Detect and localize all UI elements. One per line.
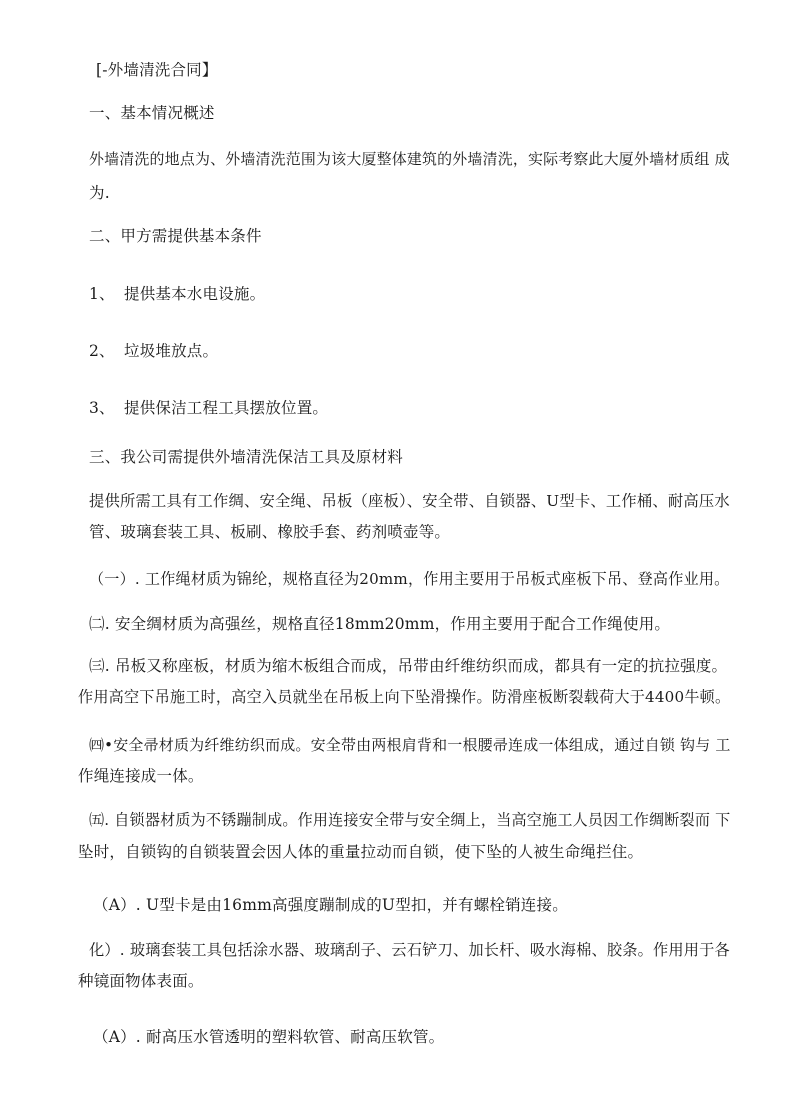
section-1-heading: 一、基本情况概述 — [89, 104, 215, 122]
list-item-4-line-1: ㈣•安全帚材质为纤维纺织而成。安全带由两根肩背和一根腰帚连成一体组成，通过自锁 钩与 工 — [89, 736, 731, 754]
list-item-6: （A）. U型卡是由16mm高强度蹦制成的U型扣，并有螺栓销连接。 — [93, 896, 568, 914]
section-3-intro-line-2: 管、玻璃套装工具、板刷、橡胶手套、药剂喷壶等。 — [89, 523, 451, 541]
section-1-paragraph-line-2: 为. — [89, 184, 110, 202]
section-2-item-2-number: 2、 — [89, 342, 115, 360]
list-item-3-line-2: 作用高空下吊施工时，高空入员就坐在吊板上向下坠滑操作。防滑座板断裂载荷大于4400牛顿。 — [78, 688, 731, 706]
list-item-5-line-2: 坠时，自锁钩的自锁装置会因人体的重量拉动而自锁，使下坠的人被生命绳拦住。 — [78, 843, 644, 861]
list-item-7-line-2: 种镜面物体表面。 — [78, 972, 204, 990]
section-1-paragraph-line-1: 外墙清洗的地点为、外墙清洗范围为该大厦整体建筑的外墙清洗，实际考察此大厦外墙材质组 成 — [89, 150, 730, 168]
list-item-4-line-2: 作绳连接成一体。 — [78, 767, 204, 785]
section-2-heading: 二、甲方需提供基本条件 — [89, 227, 262, 245]
section-2-item-1-text: 提供基本水电设施。 — [124, 285, 266, 303]
section-2-item-3-number: 3、 — [89, 399, 115, 417]
section-3-heading: 三、我公司需提供外墙清洗保洁工具及原材料 — [89, 448, 404, 466]
section-2-item-3-text: 提供保洁工程工具摆放位置。 — [124, 399, 329, 417]
list-item-5-line-1: ㈤. 自锁器材质为不锈蹦制成。作用连接安全带与安全绸上，当高空施工人员因工作绸断裂而 下 — [89, 811, 731, 829]
list-item-2: ㈡. 安全绸材质为高强丝，规格直径18mm20mm，作用主要用于配合工作绳使用。 — [89, 615, 671, 633]
document-title: [-外墙清洗合同】 — [96, 61, 218, 79]
list-item-1: （一）. 工作绳材质为锦纶，规格直径为20mm，作用主要用于吊板式座板下吊、登高作业用。 — [89, 570, 730, 588]
list-item-3-line-1: ㈢. 吊板又称座板，材质为缩木板组合而成，吊带由纤维纺织而成，都具有一定的抗拉强度。 — [89, 657, 728, 675]
list-item-8: （A）. 耐高压水管透明的塑料软管、耐高压软管。 — [93, 1028, 445, 1046]
list-item-7-line-1: 化）. 玻璃套装工具包括涂水器、玻璃刮子、云石铲刀、加长杆、吸水海棉、胶条。作用用于各 — [89, 941, 730, 959]
section-2-item-1-number: 1、 — [89, 285, 115, 303]
section-2-item-2-text: 垃圾堆放点。 — [124, 342, 219, 360]
section-3-intro-line-1: 提供所需工具有工作绸、安全绳、吊板（座板）、安全带、自锁器、U型卡、工作桶、耐高压水 — [89, 492, 730, 510]
